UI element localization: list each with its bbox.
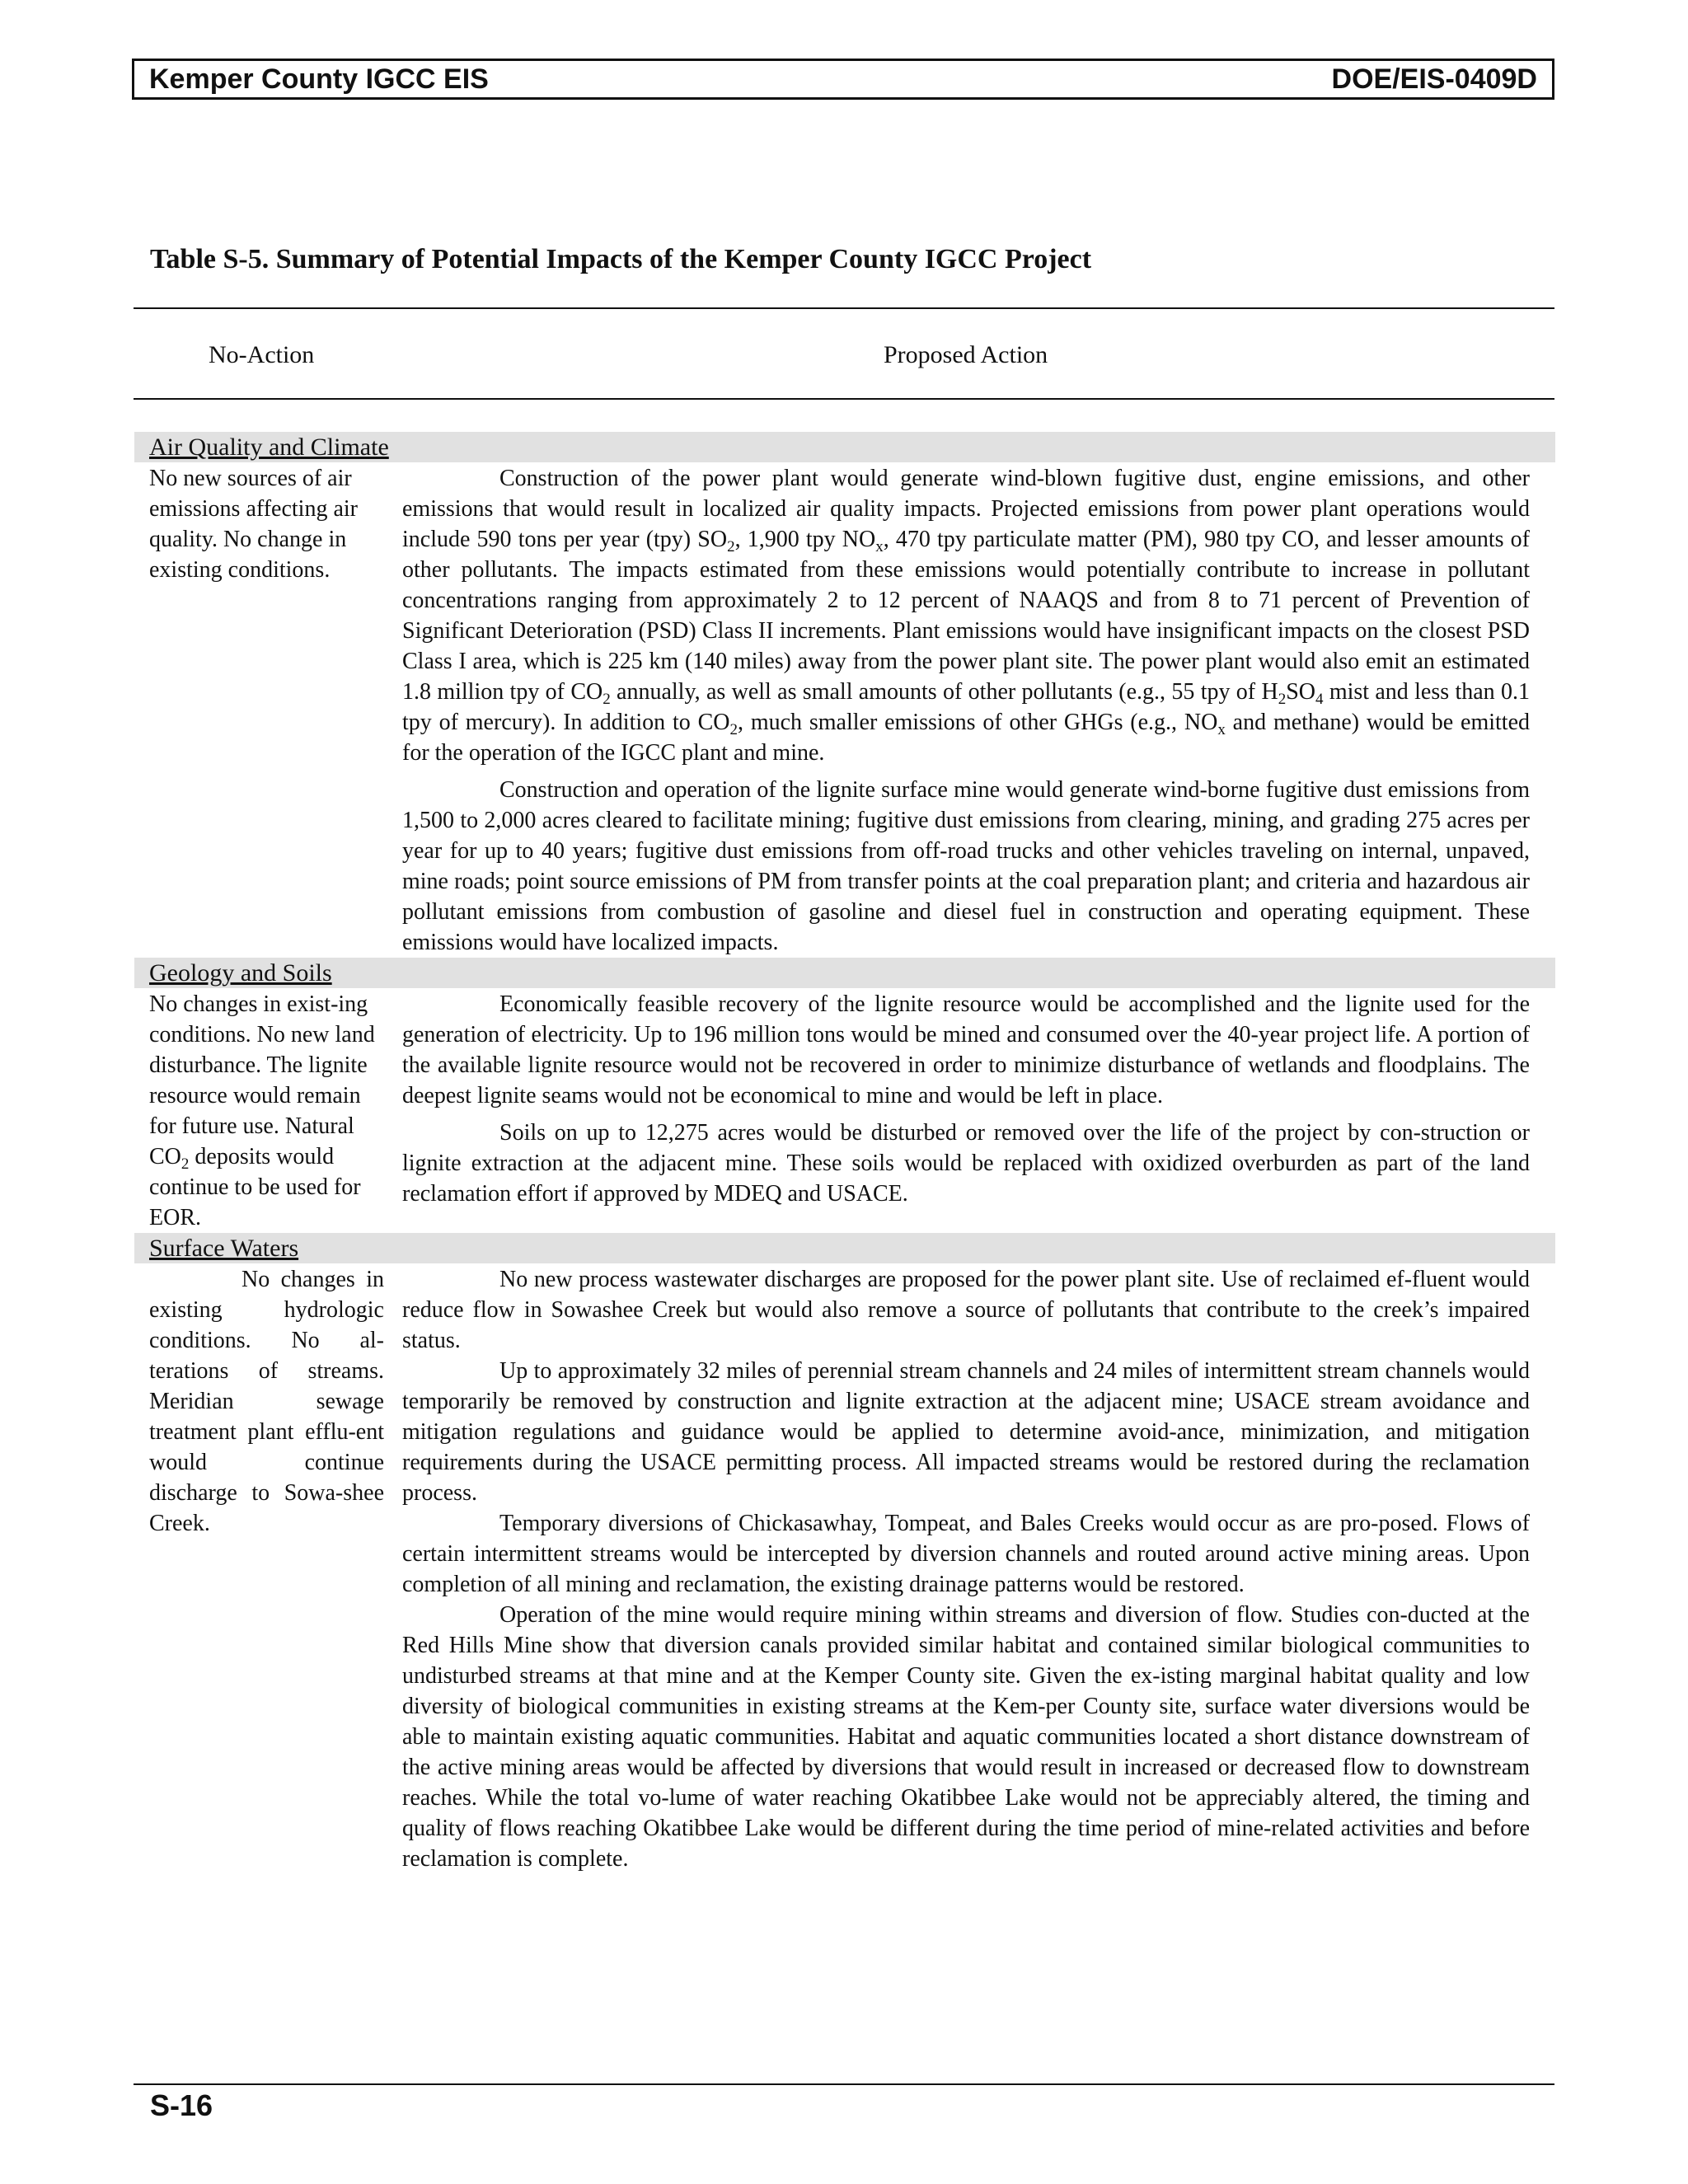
table-row <box>134 462 1555 958</box>
no-action-cell: No changes in exist-ing conditions. No new land disturbance. The lignite resource would remain for future use. Natural $CO_2$ deposits would continue to be used for EOR. <box>149 991 375 1230</box>
paragraph: Up to approximately 32 miles of perennial stream channels and 24 miles of intermittent stream channels would temporarily be removed by construction and lignite extraction at the adjacent mine; USACE stream avoidance and mitigation regulations and guidance would be applied to determine avoid-ance, minimization, and mitigation requirements during the USACE permitting process. All impacted streams would be restored during the reclamation process. <box>402 1358 1530 1506</box>
column-header-proposed-action: Proposed Action <box>884 341 1048 368</box>
column-header-no-action: No-Action <box>209 341 315 368</box>
proposed-action-cell <box>402 988 1530 1233</box>
paragraph: Temporary diversions of Chickasawhay, Tompeat, and Bales Creeks would occur as are pro-posed. Flows of certain intermittent streams would be intercepted by diversion channels and routed around active mining areas. Upon completion of all mining and reclamation, the existing drainage patterns would be restored. <box>402 1511 1530 1597</box>
paragraph: Construction of the power plant would generate wind-blown fugitive dust, engine emissions, and other emissions that would result in localized air quality impacts. Projected emissions from power plant operations would include 590 tons per year (tpy) $SO_2$, 1,900 tpy $NO_x$, 470 tpy particulate matter (PM), 980 tpy CO, and lesser amounts of other pollutants. The impacts estimated from these emissions would potentially contribute to increase in pollutant concentrations ranging from approximately 2 to 12 percent of NAAQS and from 8 to 71 percent of Prevention of Significant Deterioration (PSD) Class II increments. Plant emissions would have insignificant impacts on the closest PSD Class I area, which is 225 km (140 miles) away from the power plant site. The power plant would also emit an estimated 1.8 million tpy of $CO_2$ annually, as well as small amounts of other pollutants (e.g., 55 tpy of $H_2SO_4$ mist and less than 0.1 tpy of mercury). In addition to $CO_2$, much smaller emissions of other GHGs (e.g., $NO_x$ and methane) would be emitted for the operation of the IGCC plant and mine. <box>402 466 1531 766</box>
section-heading-air-quality: Air Quality and Climate <box>134 432 1555 462</box>
proposed-action-cell <box>402 1263 1530 1874</box>
section-heading-geology-soils: Geology and Soils <box>134 958 1555 988</box>
impacts-table-body <box>134 432 1555 1874</box>
table-row <box>134 988 1555 1233</box>
paragraph: Economically feasible recovery of the lignite resource would be accomplished and the lignite used for the generation of electricity. Up to 196 million tons would be mined and consumed over the 40-year project life. A portion of the available lignite resource would not be recovered in order to minimize disturbance of wetlands and floodplains. The deepest lignite seams would not be economical to mine and would be left in place. <box>402 991 1530 1108</box>
footer-rule <box>134 2083 1554 2085</box>
no-action-cell: No new sources of air emissions affecting air quality. No change in existing conditions. <box>149 466 358 583</box>
table-title: Table S-5. Summary of Potential Impacts of the Kemper County IGCC Project <box>150 244 1092 274</box>
paragraph: Operation of the mine would require mining within streams and diversion of flow. Studies con-ducted at the Red Hills Mine show that diversion canals provided similar habitat and contained similar biological communities to undisturbed streams at that mine and at the Kemper County site. Given the ex-isting marginal habitat quality and low diversity of biological communities in existing streams at the Kem-per County site, surface water diversions would be able to maintain existing aquatic communities. Habitat and aquatic communities located a short distance downstream of the active mining areas would be affected by diversions that would result in increased or decreased flow to downstream reaches. While the total vo-lume of water reaching Okatibbee Lake would not be appreciably altered, the timing and quality of flows reaching Okatibbee Lake would be different during the time period of mine-related activities and before reclamation is complete. <box>402 1602 1530 1872</box>
table-top-rule <box>134 307 1554 309</box>
paragraph: Construction and operation of the lignite surface mine would generate wind-borne fugitive dust emissions from 1,500 to 2,000 acres cleared to facilitate mining; fugitive dust emissions from clearing, mining, and grading 275 acres per year for up to 40 years; fugitive dust emissions from off-road trucks and other vehicles traveling on internal, unpaved, mine roads; point source emissions of PM from transfer points at the coal preparation plant; and criteria and hazardous air pollutant emissions from combustion of gasoline and diesel fuel in construction and operating equipment. These emissions would have localized impacts. <box>402 777 1530 955</box>
column-header-rule <box>134 398 1554 400</box>
section-heading-surface-waters: Surface Waters <box>134 1233 1555 1263</box>
page-number: S-16 <box>150 2088 213 2122</box>
table-row <box>134 1263 1555 1874</box>
proposed-action-cell <box>402 462 1530 958</box>
paragraph: No new process wastewater discharges are proposed for the power plant site. Use of reclaimed ef-fluent would reduce flow in Sowashee Creek but would also remove a source of pollutants that contribute to the creek’s impaired status. <box>402 1267 1530 1353</box>
header-document-title: Kemper County IGCC EIS <box>149 63 489 95</box>
paragraph: Soils on up to 12,275 acres would be disturbed or removed over the life of the project by con-struction or lignite extraction at the adjacent mine. These soils would be replaced with oxidized overburden as part of the land reclamation effort if approved by MDEQ and USACE. <box>402 1120 1530 1207</box>
running-header <box>132 59 1554 100</box>
no-action-cell: No changes in existing hydrologic conditions. No al-terations of streams. Meridian sewage treatment plant efflu-ent would continue discharge to Sowa-shee Creek. <box>149 1267 384 1536</box>
header-document-number: DOE/EIS-0409D <box>1331 63 1537 95</box>
